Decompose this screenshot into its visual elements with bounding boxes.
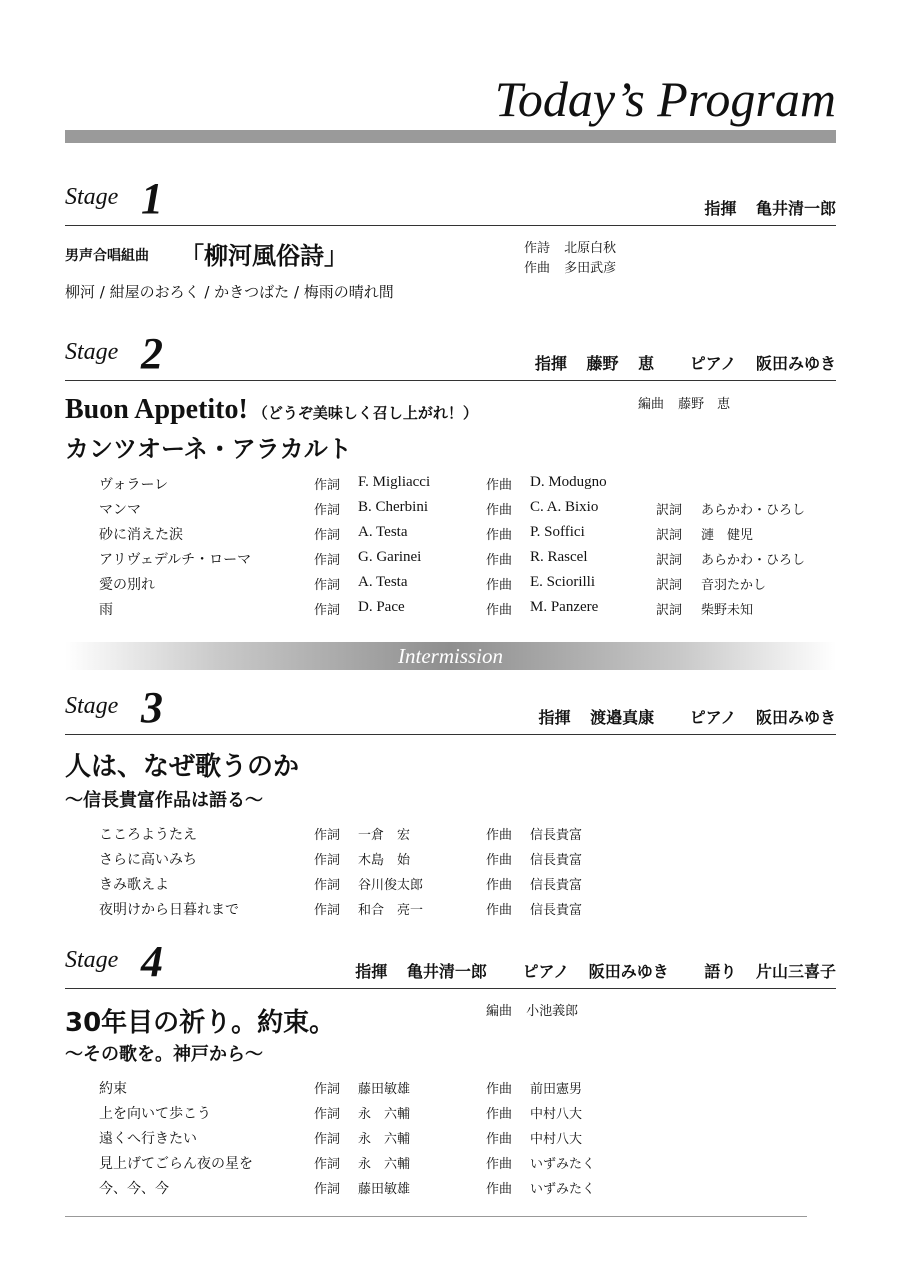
song-row xyxy=(0,499,900,524)
lyricist-label: 作詞 xyxy=(314,1082,341,1097)
stage-4-title: 30年目の祈り。約束。 xyxy=(65,1008,336,1038)
credit-piano-name: 阪田みゆき xyxy=(755,354,836,373)
song-row xyxy=(0,849,900,874)
song-row xyxy=(0,474,900,499)
composer-label: 作曲 xyxy=(486,603,513,618)
stage-3-credits xyxy=(524,705,836,728)
composer-label: 作曲 xyxy=(486,503,513,518)
composer-label: 作曲 xyxy=(486,528,513,543)
lyricist-label: 作詞 xyxy=(314,853,341,868)
composer-name: E. Sciorilli xyxy=(530,574,595,590)
song-row xyxy=(0,549,900,574)
composer-label: 作曲 xyxy=(486,853,513,868)
song-row xyxy=(0,899,900,924)
stage-2-number: 2 xyxy=(141,329,163,378)
page-title: Today’s Program xyxy=(494,71,836,127)
credit-conductor-name: 渡邉真康 xyxy=(590,708,655,727)
stage-1-music-credit xyxy=(524,257,616,276)
composer-name: P. Soffici xyxy=(530,524,585,540)
composer-label: 作曲 xyxy=(486,1132,513,1147)
music-label: 作曲 xyxy=(524,261,551,276)
stage-2-subtitle: カンツオーネ・アラカルト xyxy=(65,435,352,463)
stage-4-header xyxy=(65,938,836,989)
composer-label: 作曲 xyxy=(486,478,513,493)
song-title: 遠くへ行きたい xyxy=(99,1131,197,1147)
arranger-label: 編曲 xyxy=(638,397,665,412)
song-title: 雨 xyxy=(99,602,113,618)
composer-label: 作曲 xyxy=(486,1082,513,1097)
composer-name: 中村八大 xyxy=(530,1132,583,1147)
stage-1-header xyxy=(65,175,836,226)
credit-conductor-name: 藤野 xyxy=(586,354,619,373)
lyricist-label: 作詞 xyxy=(314,828,341,843)
composer-name: 信長貴富 xyxy=(530,853,583,868)
composer-label: 作曲 xyxy=(486,553,513,568)
composer-label: 作曲 xyxy=(486,578,513,593)
song-title: 夜明けから日暮れまで xyxy=(99,902,239,918)
credit-conductor-name-2: 恵 xyxy=(638,354,655,373)
lyricist-name: 藤田敏雄 xyxy=(358,1182,411,1197)
translator-label: 訳詞 xyxy=(656,553,683,568)
lyricist-label: 作詞 xyxy=(314,1107,341,1122)
song-title: 愛の別れ xyxy=(99,577,155,593)
stage-2-title-main: Buon Appetito! xyxy=(65,394,248,425)
stage-1-word: Stage xyxy=(65,184,119,210)
composer-name: いずみたく xyxy=(530,1182,596,1197)
composer-label: 作曲 xyxy=(486,1107,513,1122)
lyricist-name: 一倉 宏 xyxy=(358,828,411,843)
credit-conductor-label: 指揮 xyxy=(538,708,571,727)
lyricist-label: 作詞 xyxy=(314,903,341,918)
song-title: 約束 xyxy=(99,1081,127,1097)
lyricist-name: 永 六輔 xyxy=(358,1132,411,1147)
stage-2-title-paren: （どうぞ美味しく召し上がれ！） xyxy=(252,404,478,422)
lyricist-label: 作詞 xyxy=(314,478,341,493)
stage-2-arranger xyxy=(638,393,730,412)
lyricist-label: 作詞 xyxy=(314,578,341,593)
song-row xyxy=(0,874,900,899)
song-title: マンマ xyxy=(99,502,141,518)
credit-piano-label: ピアノ xyxy=(689,354,737,373)
song-row xyxy=(0,1103,900,1128)
song-row xyxy=(0,1128,900,1153)
song-row xyxy=(0,1153,900,1178)
credit-piano-label: ピアノ xyxy=(522,962,570,981)
credit-piano-name: 阪田みゆき xyxy=(755,708,836,727)
song-row xyxy=(0,824,900,849)
song-row xyxy=(0,1078,900,1103)
song-row xyxy=(0,524,900,549)
song-title: 今、今、今 xyxy=(99,1181,169,1197)
composer-name: 中村八大 xyxy=(530,1107,583,1122)
lyricist-name: 木島 始 xyxy=(358,853,411,868)
stage-2-header xyxy=(65,330,836,381)
lyricist-name: A. Testa xyxy=(358,524,408,540)
translator-label: 訳詞 xyxy=(656,603,683,618)
arranger-name: 小池義郎 xyxy=(526,1004,579,1019)
stage-3-title: 人は、なぜ歌うのか xyxy=(65,752,300,782)
lyricist-name: 永 六輔 xyxy=(358,1107,411,1122)
credit-narrator-name: 片山三喜子 xyxy=(755,962,836,981)
translator-label: 訳詞 xyxy=(656,503,683,518)
composer-name: C. A. Bixio xyxy=(530,499,599,515)
stage-2-word: Stage xyxy=(65,339,119,365)
credit-conductor-label: 指揮 xyxy=(704,199,737,218)
stage-3-header xyxy=(65,684,836,735)
lyricist-label: 作詞 xyxy=(314,603,341,618)
credit-piano-label: ピアノ xyxy=(689,708,737,727)
stage-4-credits xyxy=(341,959,836,982)
lyricist-label: 作詞 xyxy=(314,553,341,568)
lyric-name: 北原白秋 xyxy=(564,241,617,256)
composer-name: 信長貴富 xyxy=(530,903,583,918)
translator-name: あらかわ・ひろし xyxy=(701,553,806,568)
translator-label: 訳詞 xyxy=(656,578,683,593)
translator-name: 柴野未知 xyxy=(701,603,754,618)
stage-1-credits xyxy=(690,196,836,219)
lyric-label: 作詩 xyxy=(524,241,551,256)
composer-name: いずみたく xyxy=(530,1157,596,1172)
lyricist-name: A. Testa xyxy=(358,574,408,590)
composer-label: 作曲 xyxy=(486,1182,513,1197)
music-name: 多田武彦 xyxy=(564,261,617,276)
arranger-name: 藤野 恵 xyxy=(678,397,731,412)
lyricist-name: D. Pace xyxy=(358,599,405,615)
lyricist-label: 作詞 xyxy=(314,503,341,518)
lyricist-label: 作詞 xyxy=(314,1182,341,1197)
song-title: こころようたえ xyxy=(99,827,197,843)
composer-name: R. Rascel xyxy=(530,549,588,565)
stage-1-number: 1 xyxy=(141,174,163,223)
composer-name: M. Panzere xyxy=(530,599,599,615)
credit-conductor-name: 亀井清一郎 xyxy=(755,199,836,218)
lyricist-name: 谷川俊太郎 xyxy=(358,878,424,893)
stage-1-movements: 柳河 / 紺屋のおろく / かきつばた / 梅雨の晴れ間 xyxy=(65,283,394,301)
stage-2-credits xyxy=(521,351,836,374)
translator-name: 漣 健児 xyxy=(701,528,754,543)
credit-conductor-name: 亀井清一郎 xyxy=(406,962,487,981)
song-title: 砂に消えた涙 xyxy=(99,527,183,543)
intermission-label: Intermission xyxy=(398,644,503,668)
composer-name: 前田憲男 xyxy=(530,1082,583,1097)
song-title: 見上げてごらん夜の星を xyxy=(99,1156,253,1172)
footer-divider xyxy=(65,1216,807,1217)
stage-3-subtitle: 〜信長貴富作品は語る〜 xyxy=(65,790,263,811)
song-title: 上を向いて歩こう xyxy=(99,1106,211,1122)
stage-3-number: 3 xyxy=(141,683,163,732)
composer-name: 信長貴富 xyxy=(530,878,583,893)
stage-4-subtitle: 〜その歌を。神戸から〜 xyxy=(65,1044,263,1065)
composer-name: 信長貴富 xyxy=(530,828,583,843)
composer-label: 作曲 xyxy=(486,828,513,843)
arranger-label: 編曲 xyxy=(486,1004,513,1019)
stage-4-word: Stage xyxy=(65,947,119,973)
lyricist-name: 藤田敏雄 xyxy=(358,1082,411,1097)
title-divider-bar xyxy=(65,130,836,143)
composer-label: 作曲 xyxy=(486,1157,513,1172)
song-title: アリヴェデルチ・ローマ xyxy=(99,552,252,568)
credit-conductor-label: 指揮 xyxy=(534,354,567,373)
composer-name: D. Modugno xyxy=(530,474,607,490)
song-title: きみ歌えよ xyxy=(99,877,169,893)
lyricist-label: 作詞 xyxy=(314,1157,341,1172)
lyricist-name: 和合 亮一 xyxy=(358,903,424,918)
song-title: ヴォラーレ xyxy=(99,477,169,493)
credit-narrator-label: 語り xyxy=(704,962,737,981)
stage-3-word: Stage xyxy=(65,693,119,719)
composer-label: 作曲 xyxy=(486,903,513,918)
credit-conductor-label: 指揮 xyxy=(355,962,388,981)
song-row xyxy=(0,599,900,624)
lyricist-label: 作詞 xyxy=(314,1132,341,1147)
translator-name: あらかわ・ひろし xyxy=(701,503,806,518)
composer-label: 作曲 xyxy=(486,878,513,893)
lyricist-label: 作詞 xyxy=(314,528,341,543)
lyricist-name: 永 六輔 xyxy=(358,1157,411,1172)
lyricist-label: 作詞 xyxy=(314,878,341,893)
stage-2-title xyxy=(65,394,478,426)
stage-4-number: 4 xyxy=(141,937,163,986)
lyricist-name: F. Migliacci xyxy=(358,474,431,490)
translator-label: 訳詞 xyxy=(656,528,683,543)
stage-1-lyric-credit xyxy=(524,237,616,256)
lyricist-name: G. Garinei xyxy=(358,549,422,565)
lyricist-name: B. Cherbini xyxy=(358,499,428,515)
translator-name: 音羽たかし xyxy=(701,578,767,593)
stage-1-suite-title: 「柳河風俗詩」 xyxy=(180,242,348,270)
credit-piano-name: 阪田みゆき xyxy=(588,962,669,981)
song-row xyxy=(0,574,900,599)
stage-1-suite-label: 男声合唱組曲 xyxy=(65,248,149,264)
stage-4-arranger xyxy=(486,1000,578,1019)
song-row xyxy=(0,1178,900,1203)
song-title: さらに高いみち xyxy=(99,852,197,868)
